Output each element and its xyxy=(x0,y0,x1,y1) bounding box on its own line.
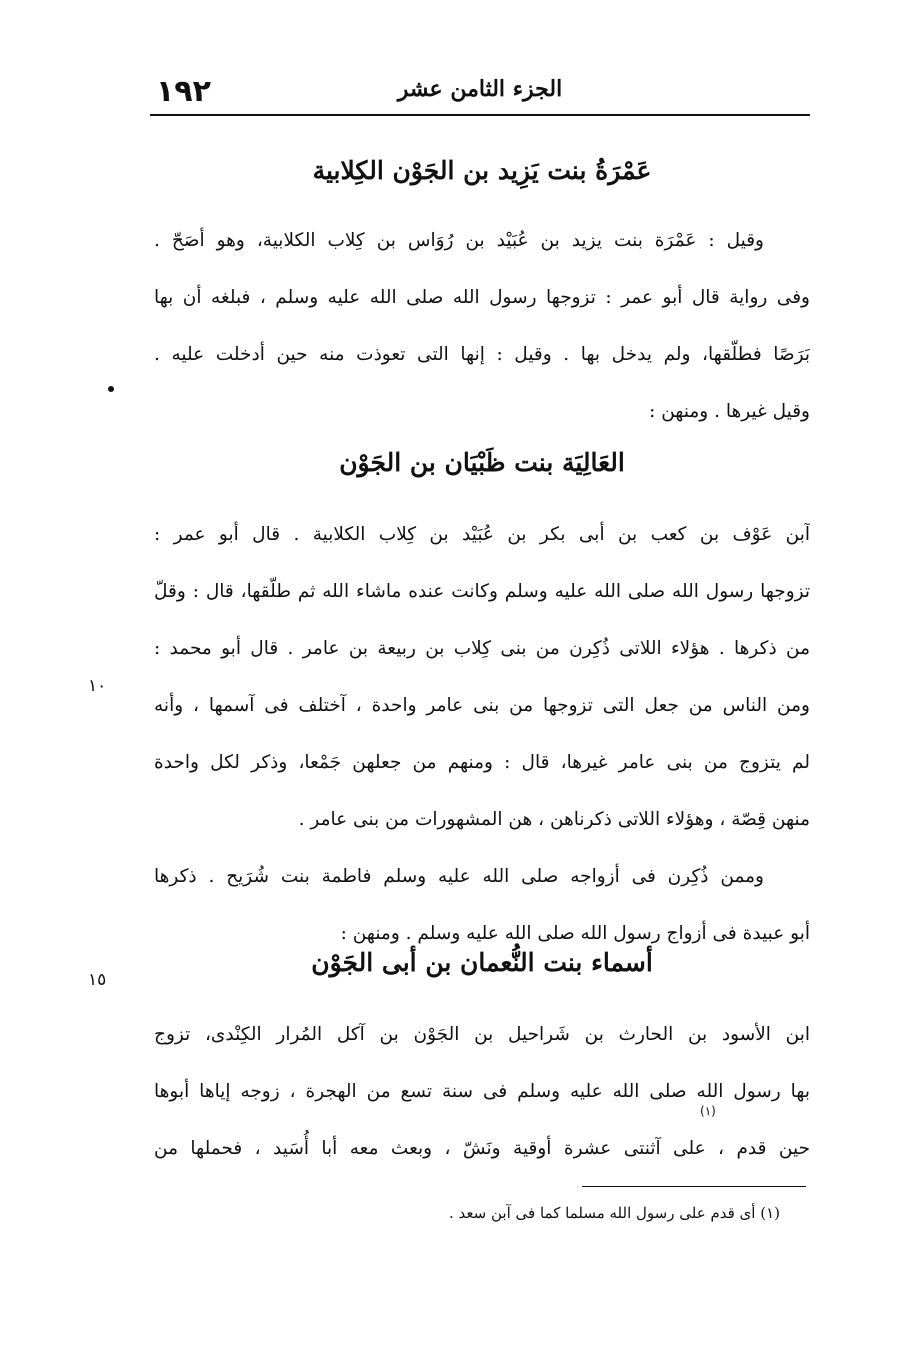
text-line: لم يتزوج من بنى عامر غيرها، قال : ومنهم من جعلهن جَمْعا، وذكر لكل واحدة xyxy=(154,752,810,773)
margin-dot xyxy=(108,386,114,392)
text-line: ومن الناس من جعل التى تزوجها من بنى عامر واحدة ، آختلف فى آسمها ، وأنه xyxy=(154,695,810,716)
page-header xyxy=(150,66,810,116)
section-heading-1: عَمْرَةُ بنت يَزِيد بن الجَوْن الكِلابية xyxy=(312,156,652,185)
section-heading-3: أسماء بنت النُّعمان بن أبى الجَوْن xyxy=(311,948,653,977)
text-line: آبن عَوْف بن كعب بن أبى بكر بن عُبَيْد بن كِلاب الكلابية . قال أبو عمر : xyxy=(154,524,810,545)
text-line: بَرَصًا فطلّقها، ولم يدخل بها . وقيل : إنها التى تعوذت منه حين أدخلت عليه . xyxy=(154,344,810,365)
section-heading-2: العَالِيَة بنت ظَبْيَان بن الجَوْن xyxy=(339,448,625,477)
section-body-2 xyxy=(154,506,810,962)
margin-line-number: ١٠ xyxy=(88,676,107,696)
footnote: (١) أى قدم على رسول الله مسلما كما فى آبن سعد . xyxy=(449,1204,780,1222)
text-line: من ذكرها . هؤلاء اللاتى ذُكِرن من بنى كِلاب بن ربيعة بن عامر . قال أبو محمد : xyxy=(154,638,810,659)
text-line: تزوجها رسول الله صلى الله عليه وسلم وكانت عنده ماشاء الله ثم طلّقها، قال : وقلّ xyxy=(154,581,810,602)
text-line: أبو عبيدة فى أزواج رسول الله صلى الله عليه وسلم . ومنهن : xyxy=(340,923,810,944)
text-line: وممن ذُكِرن فى أزواجه صلى الله عليه وسلم فاطمة بنت شُرَيح . ذكرها xyxy=(154,866,764,887)
text-line: وقيل : عَمْرَة بنت يزيد بن عُبَيْد بن رُوَاس بن كِلاب الكلابية، وهو أصَحّ . xyxy=(154,230,764,251)
text-line: ابن الأسود بن الحارث بن شَراحيل بن الجَوْن بن آكل المُرار الكِنْدى، تزوج xyxy=(154,1024,810,1045)
margin-line-number: ١٥ xyxy=(88,970,107,990)
footnote-marker: (١) xyxy=(700,1104,716,1118)
text-line: حين قدم ، على آثنتى عشرة أوقية ونَشّ ، وبعث معه أبا أُسَيد ، فحملها من xyxy=(154,1138,810,1159)
text-line: وفى رواية قال أبو عمر : تزوجها رسول الله صلى الله عليه وسلم ، فبلغه أن بها xyxy=(154,287,810,308)
text-line: منهن قِصّة ، وهؤلاء اللاتى ذكرناهن ، هن المشهورات من بنى عامر . xyxy=(298,809,810,830)
footnote-rule xyxy=(582,1186,806,1187)
text-line: بها رسول الله صلى الله عليه وسلم فى سنة تسع من الهجرة ، زوجه إياها أبوها xyxy=(154,1081,810,1102)
section-body-1 xyxy=(154,212,810,440)
running-head: الجزء الثامن عشر xyxy=(397,76,563,102)
section-body-3 xyxy=(154,1006,810,1177)
text-line: وقيل غيرها . ومنهن : xyxy=(649,401,810,422)
page-number: ١٩٢ xyxy=(156,74,211,109)
